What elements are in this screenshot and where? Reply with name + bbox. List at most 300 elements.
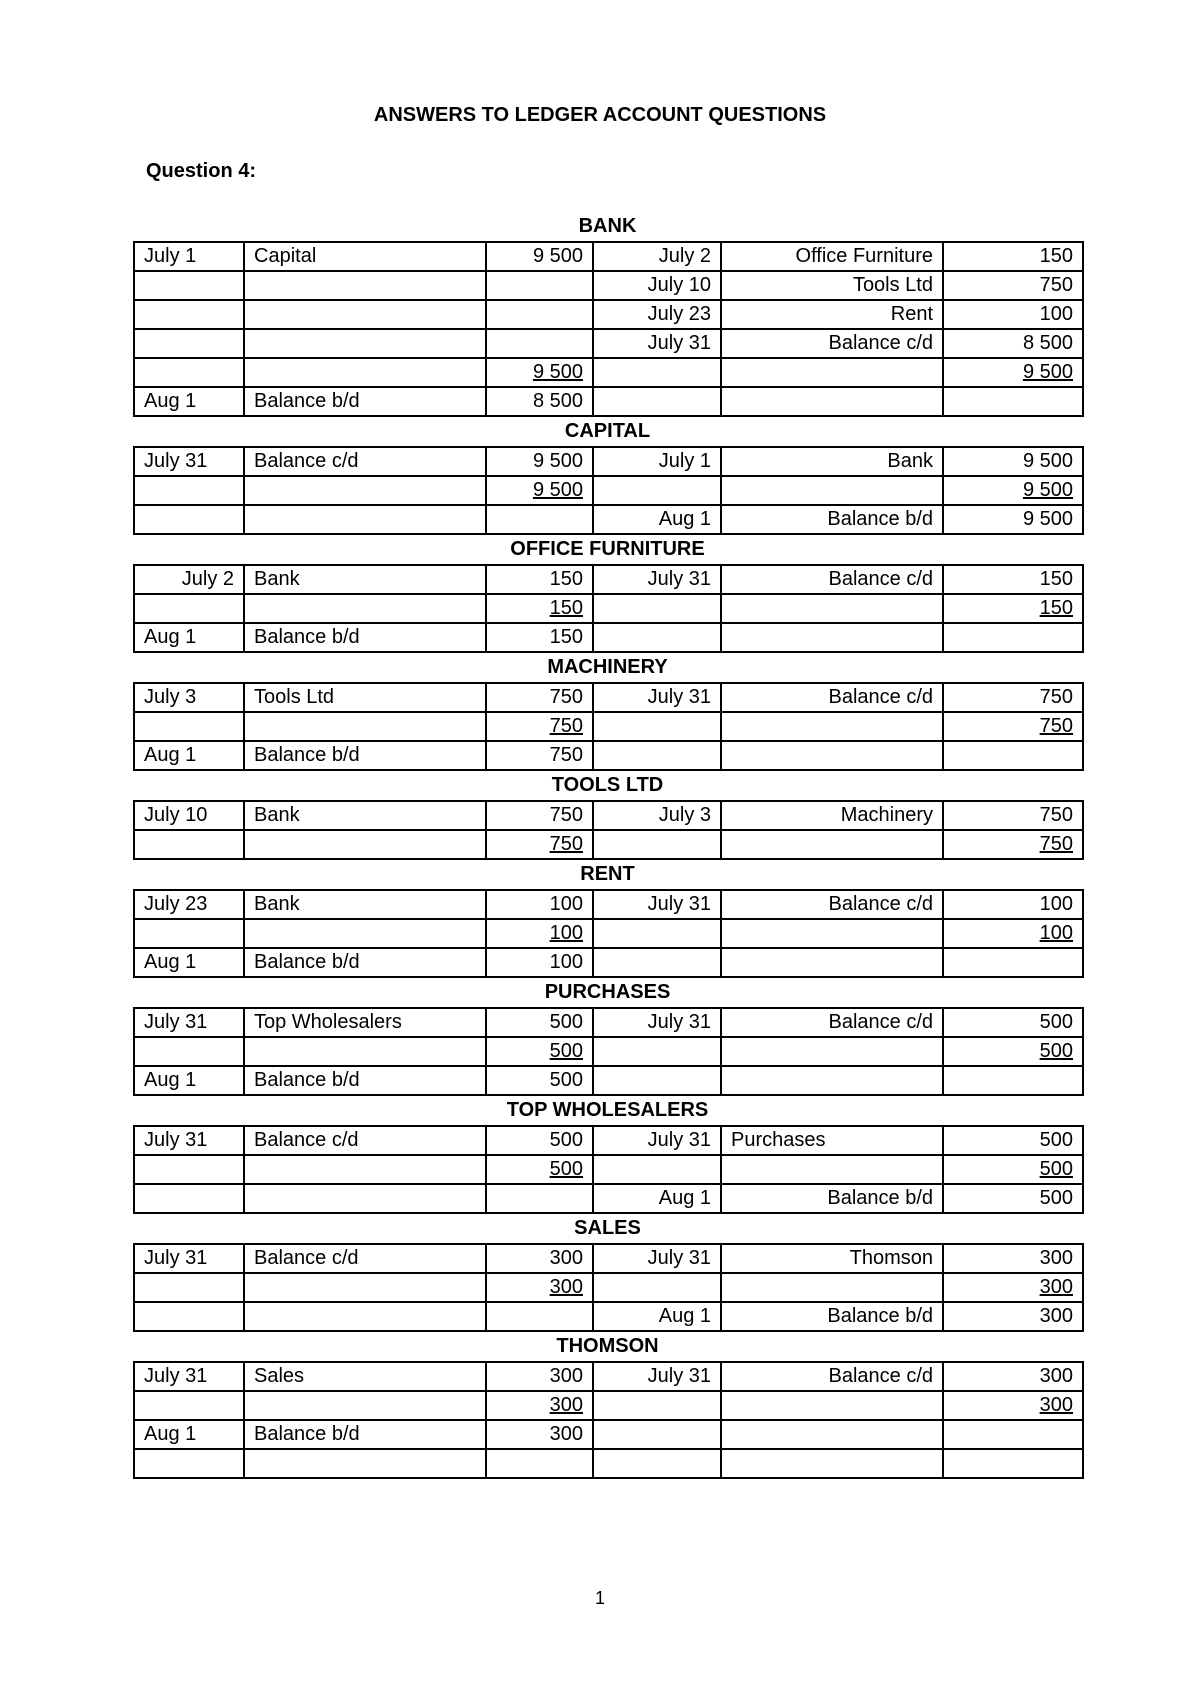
credit-details-text: Balance b/d xyxy=(827,1187,933,1209)
debit-date-cell xyxy=(134,1008,244,1037)
debit-amount-text: 150 xyxy=(549,626,583,648)
credit-date-text: July 2 xyxy=(658,245,711,267)
debit-amount-text: 100 xyxy=(549,922,583,944)
ledger-table xyxy=(133,889,1084,978)
debit-date-cell xyxy=(134,1420,244,1449)
credit-date-cell xyxy=(593,1302,721,1331)
credit-date-cell xyxy=(593,1420,721,1449)
credit-amount-text: 750 xyxy=(1039,804,1073,826)
debit-date-cell xyxy=(134,329,244,358)
credit-date-cell xyxy=(593,1391,721,1420)
credit-details-cell xyxy=(721,1362,943,1391)
credit-amount-cell xyxy=(943,1420,1083,1449)
credit-amount-cell xyxy=(943,1302,1083,1331)
credit-amount-cell xyxy=(943,683,1083,712)
credit-date-cell xyxy=(593,830,721,859)
credit-amount-text: 300 xyxy=(1039,1247,1073,1269)
credit-date-text: July 23 xyxy=(647,303,711,325)
debit-details-cell xyxy=(244,1391,486,1420)
credit-details-text: Balance c/d xyxy=(828,893,933,915)
debit-amount-cell xyxy=(486,890,593,919)
debit-date-text: Aug 1 xyxy=(144,1423,197,1445)
debit-details-text: Tools Ltd xyxy=(254,686,335,708)
credit-date-text: Aug 1 xyxy=(658,1187,711,1209)
credit-amount-cell xyxy=(943,300,1083,329)
credit-date-cell xyxy=(593,1037,721,1066)
debit-details-text: Balance b/d xyxy=(254,626,360,648)
ledger-row xyxy=(134,1126,1083,1155)
credit-amount-text: 100 xyxy=(1039,303,1073,325)
debit-details-cell xyxy=(244,1362,486,1391)
debit-amount-cell xyxy=(486,242,593,271)
debit-amount-text: 500 xyxy=(549,1040,583,1062)
ledger-row xyxy=(134,712,1083,741)
credit-details-text: Balance c/d xyxy=(828,1365,933,1387)
credit-amount-text: 300 xyxy=(1039,1305,1073,1327)
ledger-table xyxy=(133,1243,1084,1332)
credit-amount-cell xyxy=(943,1037,1083,1066)
debit-details-cell xyxy=(244,1420,486,1449)
debit-amount-text: 9 500 xyxy=(532,450,583,472)
debit-date-cell xyxy=(134,1391,244,1420)
credit-amount-cell xyxy=(943,623,1083,652)
credit-details-text: Balance b/d xyxy=(827,508,933,530)
debit-details-text: Balance b/d xyxy=(254,951,360,973)
ledger-row xyxy=(134,242,1083,271)
credit-amount-cell xyxy=(943,565,1083,594)
account-title: SALES xyxy=(574,1217,641,1239)
account-title: PURCHASES xyxy=(544,981,671,1003)
ledger-row xyxy=(134,358,1083,387)
debit-date-cell xyxy=(134,358,244,387)
credit-details-text: Balance c/d xyxy=(828,332,933,354)
debit-amount-cell xyxy=(486,1362,593,1391)
credit-details-cell xyxy=(721,683,943,712)
credit-details-cell xyxy=(721,1037,943,1066)
debit-details-cell xyxy=(244,387,486,416)
credit-details-cell xyxy=(721,1184,943,1213)
credit-date-text: Aug 1 xyxy=(658,508,711,530)
credit-date-text: July 1 xyxy=(658,450,711,472)
debit-date-text: Aug 1 xyxy=(144,951,197,973)
debit-date-text: July 23 xyxy=(144,893,208,915)
credit-amount-text: 150 xyxy=(1039,568,1073,590)
credit-amount-cell xyxy=(943,948,1083,977)
debit-date-cell xyxy=(134,1302,244,1331)
debit-amount-cell xyxy=(486,505,593,534)
ledger-row xyxy=(134,1449,1083,1478)
credit-details-text: Office Furniture xyxy=(795,245,933,267)
debit-details-text: Balance c/d xyxy=(254,1129,359,1151)
debit-details-text: Capital xyxy=(254,245,317,267)
credit-date-cell xyxy=(593,801,721,830)
credit-date-cell xyxy=(593,741,721,770)
account-title: OFFICE FURNITURE xyxy=(510,538,705,560)
debit-date-cell xyxy=(134,1155,244,1184)
credit-amount-cell xyxy=(943,1184,1083,1213)
ledger-row xyxy=(134,1155,1083,1184)
debit-details-text: Balance b/d xyxy=(254,744,360,766)
credit-details-cell xyxy=(721,1244,943,1273)
credit-date-cell xyxy=(593,1066,721,1095)
debit-details-cell xyxy=(244,300,486,329)
debit-date-cell xyxy=(134,1449,244,1478)
debit-amount-cell xyxy=(486,387,593,416)
credit-details-text: Balance c/d xyxy=(828,686,933,708)
debit-amount-text: 300 xyxy=(549,1365,583,1387)
credit-details-cell xyxy=(721,801,943,830)
credit-amount-text: 100 xyxy=(1039,922,1073,944)
debit-details-cell xyxy=(244,1244,486,1273)
debit-date-cell xyxy=(134,242,244,271)
debit-amount-text: 300 xyxy=(549,1394,583,1416)
credit-amount-cell xyxy=(943,741,1083,770)
debit-details-cell xyxy=(244,830,486,859)
debit-details-cell xyxy=(244,329,486,358)
credit-amount-cell xyxy=(943,1066,1083,1095)
debit-date-text: Aug 1 xyxy=(144,1069,197,1091)
credit-details-cell xyxy=(721,919,943,948)
debit-details-cell xyxy=(244,948,486,977)
debit-details-cell xyxy=(244,1302,486,1331)
debit-details-cell xyxy=(244,476,486,505)
credit-details-cell xyxy=(721,447,943,476)
debit-date-text: July 31 xyxy=(144,1129,208,1151)
ledger-row xyxy=(134,830,1083,859)
credit-amount-cell xyxy=(943,801,1083,830)
debit-amount-cell xyxy=(486,358,593,387)
credit-amount-text: 8 500 xyxy=(1022,332,1073,354)
credit-details-cell xyxy=(721,1066,943,1095)
debit-date-cell xyxy=(134,387,244,416)
ledger-row xyxy=(134,1391,1083,1420)
credit-date-text: July 31 xyxy=(647,686,711,708)
debit-date-cell xyxy=(134,1126,244,1155)
credit-amount-cell xyxy=(943,594,1083,623)
credit-details-text: Balance b/d xyxy=(827,1305,933,1327)
debit-amount-cell xyxy=(486,683,593,712)
debit-amount-cell xyxy=(486,712,593,741)
debit-amount-text: 150 xyxy=(549,597,583,619)
credit-amount-text: 9 500 xyxy=(1022,479,1073,501)
account-title: RENT xyxy=(580,863,635,885)
debit-amount-cell xyxy=(486,919,593,948)
credit-amount-cell xyxy=(943,1008,1083,1037)
credit-amount-text: 150 xyxy=(1039,597,1073,619)
debit-amount-cell xyxy=(486,1184,593,1213)
debit-date-text: July 31 xyxy=(144,1011,208,1033)
credit-amount-cell xyxy=(943,919,1083,948)
ledger-row xyxy=(134,623,1083,652)
credit-date-cell xyxy=(593,594,721,623)
debit-details-cell xyxy=(244,358,486,387)
debit-date-text: Aug 1 xyxy=(144,626,197,648)
debit-details-cell xyxy=(244,1126,486,1155)
debit-amount-cell xyxy=(486,1302,593,1331)
debit-details-cell xyxy=(244,1184,486,1213)
debit-details-cell xyxy=(244,1155,486,1184)
debit-date-cell xyxy=(134,1273,244,1302)
credit-date-cell xyxy=(593,1362,721,1391)
debit-details-cell xyxy=(244,1273,486,1302)
ledger-table xyxy=(133,1007,1084,1096)
credit-amount-cell xyxy=(943,830,1083,859)
account-title: BANK xyxy=(578,215,637,237)
ledger-row xyxy=(134,1273,1083,1302)
debit-amount-text: 8 500 xyxy=(532,390,583,412)
credit-amount-cell xyxy=(943,329,1083,358)
debit-details-cell xyxy=(244,683,486,712)
ledger-row xyxy=(134,1037,1083,1066)
credit-details-cell xyxy=(721,741,943,770)
debit-date-cell xyxy=(134,505,244,534)
credit-amount-cell xyxy=(943,242,1083,271)
debit-amount-cell xyxy=(486,1126,593,1155)
ledger-row xyxy=(134,565,1083,594)
debit-amount-text: 300 xyxy=(549,1423,583,1445)
debit-amount-text: 500 xyxy=(549,1011,583,1033)
credit-amount-text: 150 xyxy=(1039,245,1073,267)
credit-date-cell xyxy=(593,358,721,387)
credit-date-cell xyxy=(593,919,721,948)
credit-details-cell xyxy=(721,1420,943,1449)
credit-date-cell xyxy=(593,1273,721,1302)
credit-date-cell xyxy=(593,712,721,741)
credit-amount-text: 500 xyxy=(1039,1158,1073,1180)
debit-date-cell xyxy=(134,623,244,652)
ledger-row xyxy=(134,919,1083,948)
credit-amount-cell xyxy=(943,1362,1083,1391)
credit-date-cell xyxy=(593,447,721,476)
ledger-row xyxy=(134,683,1083,712)
credit-amount-cell xyxy=(943,1273,1083,1302)
debit-amount-cell xyxy=(486,565,593,594)
debit-amount-text: 750 xyxy=(549,744,583,766)
debit-amount-text: 150 xyxy=(549,568,583,590)
debit-details-cell xyxy=(244,1066,486,1095)
debit-date-text: July 31 xyxy=(144,1365,208,1387)
credit-date-cell xyxy=(593,623,721,652)
debit-amount-text: 500 xyxy=(549,1129,583,1151)
credit-date-text: July 10 xyxy=(647,274,711,296)
credit-amount-cell xyxy=(943,505,1083,534)
credit-details-text: Thomson xyxy=(849,1247,933,1269)
debit-date-text: July 1 xyxy=(144,245,197,267)
page-number: 1 xyxy=(594,1588,605,1608)
credit-details-cell xyxy=(721,300,943,329)
credit-date-cell xyxy=(593,890,721,919)
credit-amount-text: 750 xyxy=(1039,686,1073,708)
credit-details-text: Machinery xyxy=(840,804,933,826)
ledger-row xyxy=(134,594,1083,623)
credit-amount-text: 750 xyxy=(1039,715,1073,737)
credit-date-cell xyxy=(593,1126,721,1155)
credit-amount-cell xyxy=(943,1449,1083,1478)
debit-amount-text: 750 xyxy=(549,833,583,855)
credit-details-cell xyxy=(721,242,943,271)
debit-date-cell xyxy=(134,594,244,623)
debit-amount-cell xyxy=(486,741,593,770)
account-title: THOMSON xyxy=(556,1335,659,1357)
credit-date-text: Aug 1 xyxy=(658,1305,711,1327)
credit-date-text: July 31 xyxy=(647,1129,711,1151)
credit-details-cell xyxy=(721,565,943,594)
credit-amount-cell xyxy=(943,271,1083,300)
ledger-table xyxy=(133,1125,1084,1214)
credit-date-text: July 31 xyxy=(647,1365,711,1387)
debit-details-cell xyxy=(244,741,486,770)
debit-details-cell xyxy=(244,919,486,948)
debit-amount-cell xyxy=(486,1244,593,1273)
credit-details-cell xyxy=(721,329,943,358)
ledger-table xyxy=(133,1361,1084,1479)
credit-date-cell xyxy=(593,300,721,329)
debit-amount-cell xyxy=(486,1449,593,1478)
ledger-row xyxy=(134,801,1083,830)
ledger-row xyxy=(134,387,1083,416)
debit-amount-text: 500 xyxy=(549,1158,583,1180)
credit-amount-cell xyxy=(943,476,1083,505)
ledger-accounts xyxy=(133,212,1082,1479)
credit-amount-text: 300 xyxy=(1039,1276,1073,1298)
credit-details-text: Tools Ltd xyxy=(852,274,933,296)
credit-amount-text: 9 500 xyxy=(1022,508,1073,530)
credit-details-cell xyxy=(721,1302,943,1331)
debit-date-cell xyxy=(134,565,244,594)
ledger-table xyxy=(133,241,1084,417)
credit-amount-cell xyxy=(943,1244,1083,1273)
debit-date-cell xyxy=(134,1037,244,1066)
debit-amount-cell xyxy=(486,300,593,329)
debit-date-cell xyxy=(134,447,244,476)
ledger-row xyxy=(134,329,1083,358)
credit-details-cell xyxy=(721,271,943,300)
debit-amount-cell xyxy=(486,447,593,476)
credit-amount-text: 9 500 xyxy=(1022,450,1073,472)
credit-details-cell xyxy=(721,623,943,652)
debit-amount-cell xyxy=(486,1155,593,1184)
credit-amount-cell xyxy=(943,712,1083,741)
debit-details-cell xyxy=(244,1449,486,1478)
debit-details-cell xyxy=(244,801,486,830)
credit-details-cell xyxy=(721,1391,943,1420)
debit-date-cell xyxy=(134,741,244,770)
credit-date-text: July 31 xyxy=(647,1011,711,1033)
question-label: Question 4: xyxy=(146,160,257,182)
credit-details-text: Balance c/d xyxy=(828,568,933,590)
debit-details-cell xyxy=(244,271,486,300)
credit-details-cell xyxy=(721,1126,943,1155)
debit-amount-cell xyxy=(486,623,593,652)
credit-amount-text: 500 xyxy=(1039,1129,1073,1151)
debit-date-cell xyxy=(134,683,244,712)
credit-date-text: July 3 xyxy=(658,804,711,826)
credit-amount-text: 750 xyxy=(1039,274,1073,296)
debit-amount-cell xyxy=(486,476,593,505)
credit-amount-text: 300 xyxy=(1039,1365,1073,1387)
debit-details-cell xyxy=(244,594,486,623)
debit-amount-cell xyxy=(486,1066,593,1095)
credit-details-cell xyxy=(721,1155,943,1184)
page-title: ANSWERS TO LEDGER ACCOUNT QUESTIONS xyxy=(373,104,827,126)
debit-details-cell xyxy=(244,242,486,271)
credit-details-cell xyxy=(721,948,943,977)
debit-amount-cell xyxy=(486,1391,593,1420)
debit-details-cell xyxy=(244,1037,486,1066)
credit-details-text: Bank xyxy=(887,450,933,472)
ledger-row xyxy=(134,1066,1083,1095)
debit-amount-text: 750 xyxy=(549,804,583,826)
credit-date-cell xyxy=(593,476,721,505)
debit-amount-cell xyxy=(486,329,593,358)
account-title: MACHINERY xyxy=(547,656,668,678)
debit-details-text: Bank xyxy=(254,804,300,826)
account-title: CAPITAL xyxy=(564,420,651,442)
debit-date-cell xyxy=(134,830,244,859)
credit-details-cell xyxy=(721,505,943,534)
debit-amount-text: 750 xyxy=(549,715,583,737)
credit-date-cell xyxy=(593,329,721,358)
credit-details-cell xyxy=(721,1008,943,1037)
credit-amount-text: 500 xyxy=(1039,1011,1073,1033)
credit-amount-cell xyxy=(943,1155,1083,1184)
debit-amount-text: 100 xyxy=(549,951,583,973)
credit-amount-cell xyxy=(943,1126,1083,1155)
credit-date-cell xyxy=(593,1184,721,1213)
ledger-row xyxy=(134,271,1083,300)
credit-amount-cell xyxy=(943,387,1083,416)
credit-date-text: July 31 xyxy=(647,568,711,590)
debit-details-cell xyxy=(244,712,486,741)
ledger-row xyxy=(134,1184,1083,1213)
ledger-row xyxy=(134,300,1083,329)
debit-details-cell xyxy=(244,565,486,594)
debit-details-text: Balance c/d xyxy=(254,450,359,472)
credit-amount-text: 300 xyxy=(1039,1394,1073,1416)
credit-amount-cell xyxy=(943,890,1083,919)
credit-amount-cell xyxy=(943,1391,1083,1420)
debit-amount-cell xyxy=(486,1273,593,1302)
debit-amount-text: 9 500 xyxy=(532,245,583,267)
credit-details-cell xyxy=(721,1449,943,1478)
credit-amount-text: 100 xyxy=(1039,893,1073,915)
debit-date-text: July 3 xyxy=(144,686,197,708)
ledger-row xyxy=(134,476,1083,505)
debit-date-text: July 2 xyxy=(181,568,234,590)
credit-date-cell xyxy=(593,683,721,712)
debit-amount-cell xyxy=(486,830,593,859)
debit-amount-text: 300 xyxy=(549,1276,583,1298)
debit-date-cell xyxy=(134,801,244,830)
debit-amount-text: 9 500 xyxy=(532,361,583,383)
debit-details-text: Balance b/d xyxy=(254,1069,360,1091)
credit-date-text: July 31 xyxy=(647,1247,711,1269)
credit-details-cell xyxy=(721,890,943,919)
credit-amount-text: 9 500 xyxy=(1022,361,1073,383)
debit-amount-cell xyxy=(486,594,593,623)
debit-amount-cell xyxy=(486,948,593,977)
debit-amount-cell xyxy=(486,1037,593,1066)
credit-date-cell xyxy=(593,271,721,300)
debit-details-cell xyxy=(244,505,486,534)
debit-date-text: July 10 xyxy=(144,804,208,826)
account-title: TOOLS LTD xyxy=(551,774,664,796)
debit-details-text: Top Wholesalers xyxy=(254,1011,402,1033)
credit-details-cell xyxy=(721,830,943,859)
debit-amount-cell xyxy=(486,1008,593,1037)
credit-date-cell xyxy=(593,505,721,534)
credit-details-cell xyxy=(721,712,943,741)
